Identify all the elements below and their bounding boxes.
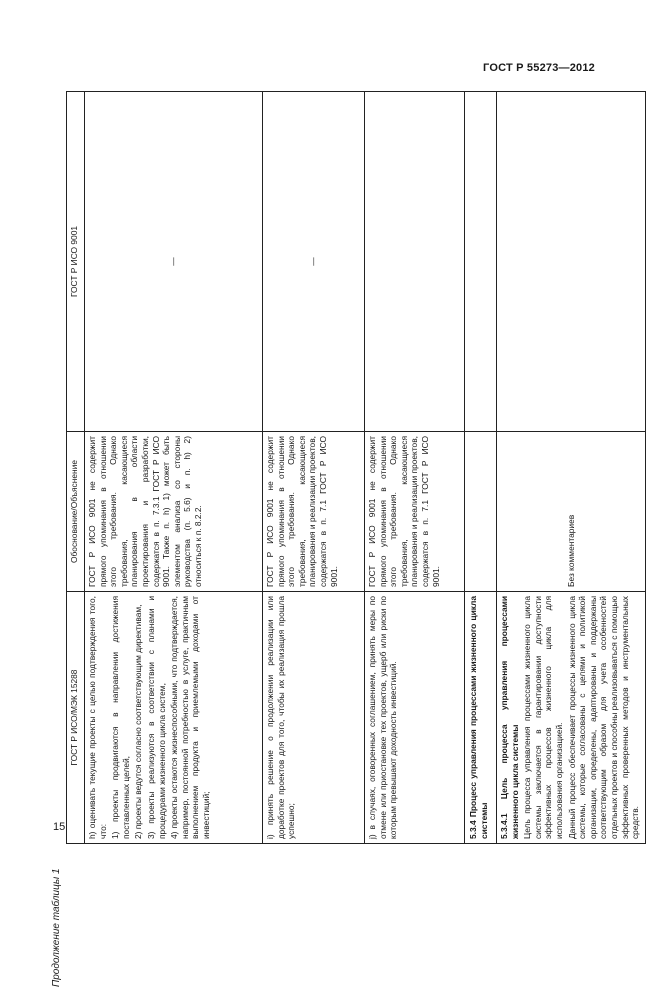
rotated-table-region <box>66 92 641 844</box>
row-h-iso9001: — <box>85 92 263 432</box>
row-i-justification: ГОСТ Р ИСО 9001 не содержит прямого упоминания в отношении этого требования. Однако требования, касающиеся планирования и реализации проектов, содержатся в п. 7.1 ГОСТ Р ИСО 9001. <box>263 432 365 592</box>
section-row-534 <box>465 92 497 844</box>
row-i-iso9001: — <box>263 92 365 432</box>
header-gost-9001: ГОСТ Р ИСО 9001 <box>67 92 85 432</box>
header-justification: Обоснование/Объяснение <box>67 432 85 592</box>
table-continuation-label-wrap <box>51 848 62 998</box>
section-5341-content <box>497 592 646 844</box>
table-continuation-label: Продолжение таблицы 1 <box>51 868 62 987</box>
section-5341-paragraph1: Цель процесса управления процессами жизненного цикла системы заключается в гарантировании доступности эффективных процессов жизненного цикла для использования организацией. <box>522 596 564 839</box>
rotated-table-content <box>66 92 641 844</box>
section-5341-justification: Без комментариев <box>497 432 646 592</box>
row-j-justification: ГОСТ Р ИСО 9001 не содержит прямого упоминания в отношении этого требования. Однако требования, касающиеся планирования и реализации проектов, содержатся в п. 7.1 ГОСТ Р ИСО 9001. <box>365 432 465 592</box>
comparison-table <box>66 91 646 844</box>
header-gost-15288: ГОСТ Р ИСО/МЭК 15288 <box>67 592 85 844</box>
table-row <box>85 92 263 844</box>
document-code: ГОСТ Р 55273—2012 <box>483 62 595 74</box>
section-row-5341 <box>497 92 646 844</box>
row-i-requirements: i) принять решение о продолжении реализации или доработке проектов для того, чтобы их реализация прошла успешно; <box>263 592 365 844</box>
section-534-empty-justification <box>465 432 497 592</box>
section-5341-iso9001 <box>497 92 646 432</box>
row-h-line: 3) проекты реализуются в соответствии с планами и процедурами жизненного цикла систем, <box>145 596 167 839</box>
section-534-empty-iso9001 <box>465 92 497 432</box>
row-h-line: 2) проекты ведутся согласно соответствующим директивам, <box>133 604 144 839</box>
page-number: 15 <box>53 821 66 833</box>
row-h-requirements <box>85 592 263 844</box>
row-j-iso9001 <box>365 92 465 432</box>
table-row <box>365 92 465 844</box>
table-row <box>263 92 365 844</box>
section-5341-paragraph2: Данный процесс обеспечивает процессы жизненного цикла системы, которые согласованы с целями и политикой организации, определены, адаптированы и поддержаны соответствующим образом для учета особенностей отдельных проектов и способны реализовываться с помощью эффективных проверенных методов и инструментальных средств. <box>566 596 641 839</box>
row-h-line: 4) проекты остаются жизнеспособными, что подтверждается, например, постоянной потребностью в услуге, практичным выполнением продукта и приемлемыми доходами от инвестиций; <box>169 596 211 839</box>
row-j-requirements: j) в случаях, оговоренных соглашением, принять меры по отмене или приостановке тех проектов, ущерб или риски по которым превышают доходность инвестиций. <box>365 592 465 844</box>
section-5341-title: 5.3.4.1 Цель процесса управления процессами жизненного цикла системы <box>499 596 520 839</box>
table-header-row <box>67 92 85 844</box>
row-h-line: 1) проекты продвигаются в направлении достижения поставленных целей, <box>110 596 131 839</box>
section-534-title: 5.3.4 Процесс управления процессами жизненного цикла системы <box>465 592 497 844</box>
row-h-line: h) оценивать текущие проекты с целью подтверждения того, что: <box>87 596 108 839</box>
row-h-justification: ГОСТ Р ИСО 9001 не содержит прямого упоминания в отношении этого требования. Однако требования, касающиеся планирования в области проектирования и разработки, содержатся в п. 7.3.1 ГОСТ Р ИСО 9001. Также п. h) 1) может быть элементом анализа со стороны руководства (п. 5.6) и п. h) 2) относиться к п. 8.2.2. <box>85 432 263 592</box>
